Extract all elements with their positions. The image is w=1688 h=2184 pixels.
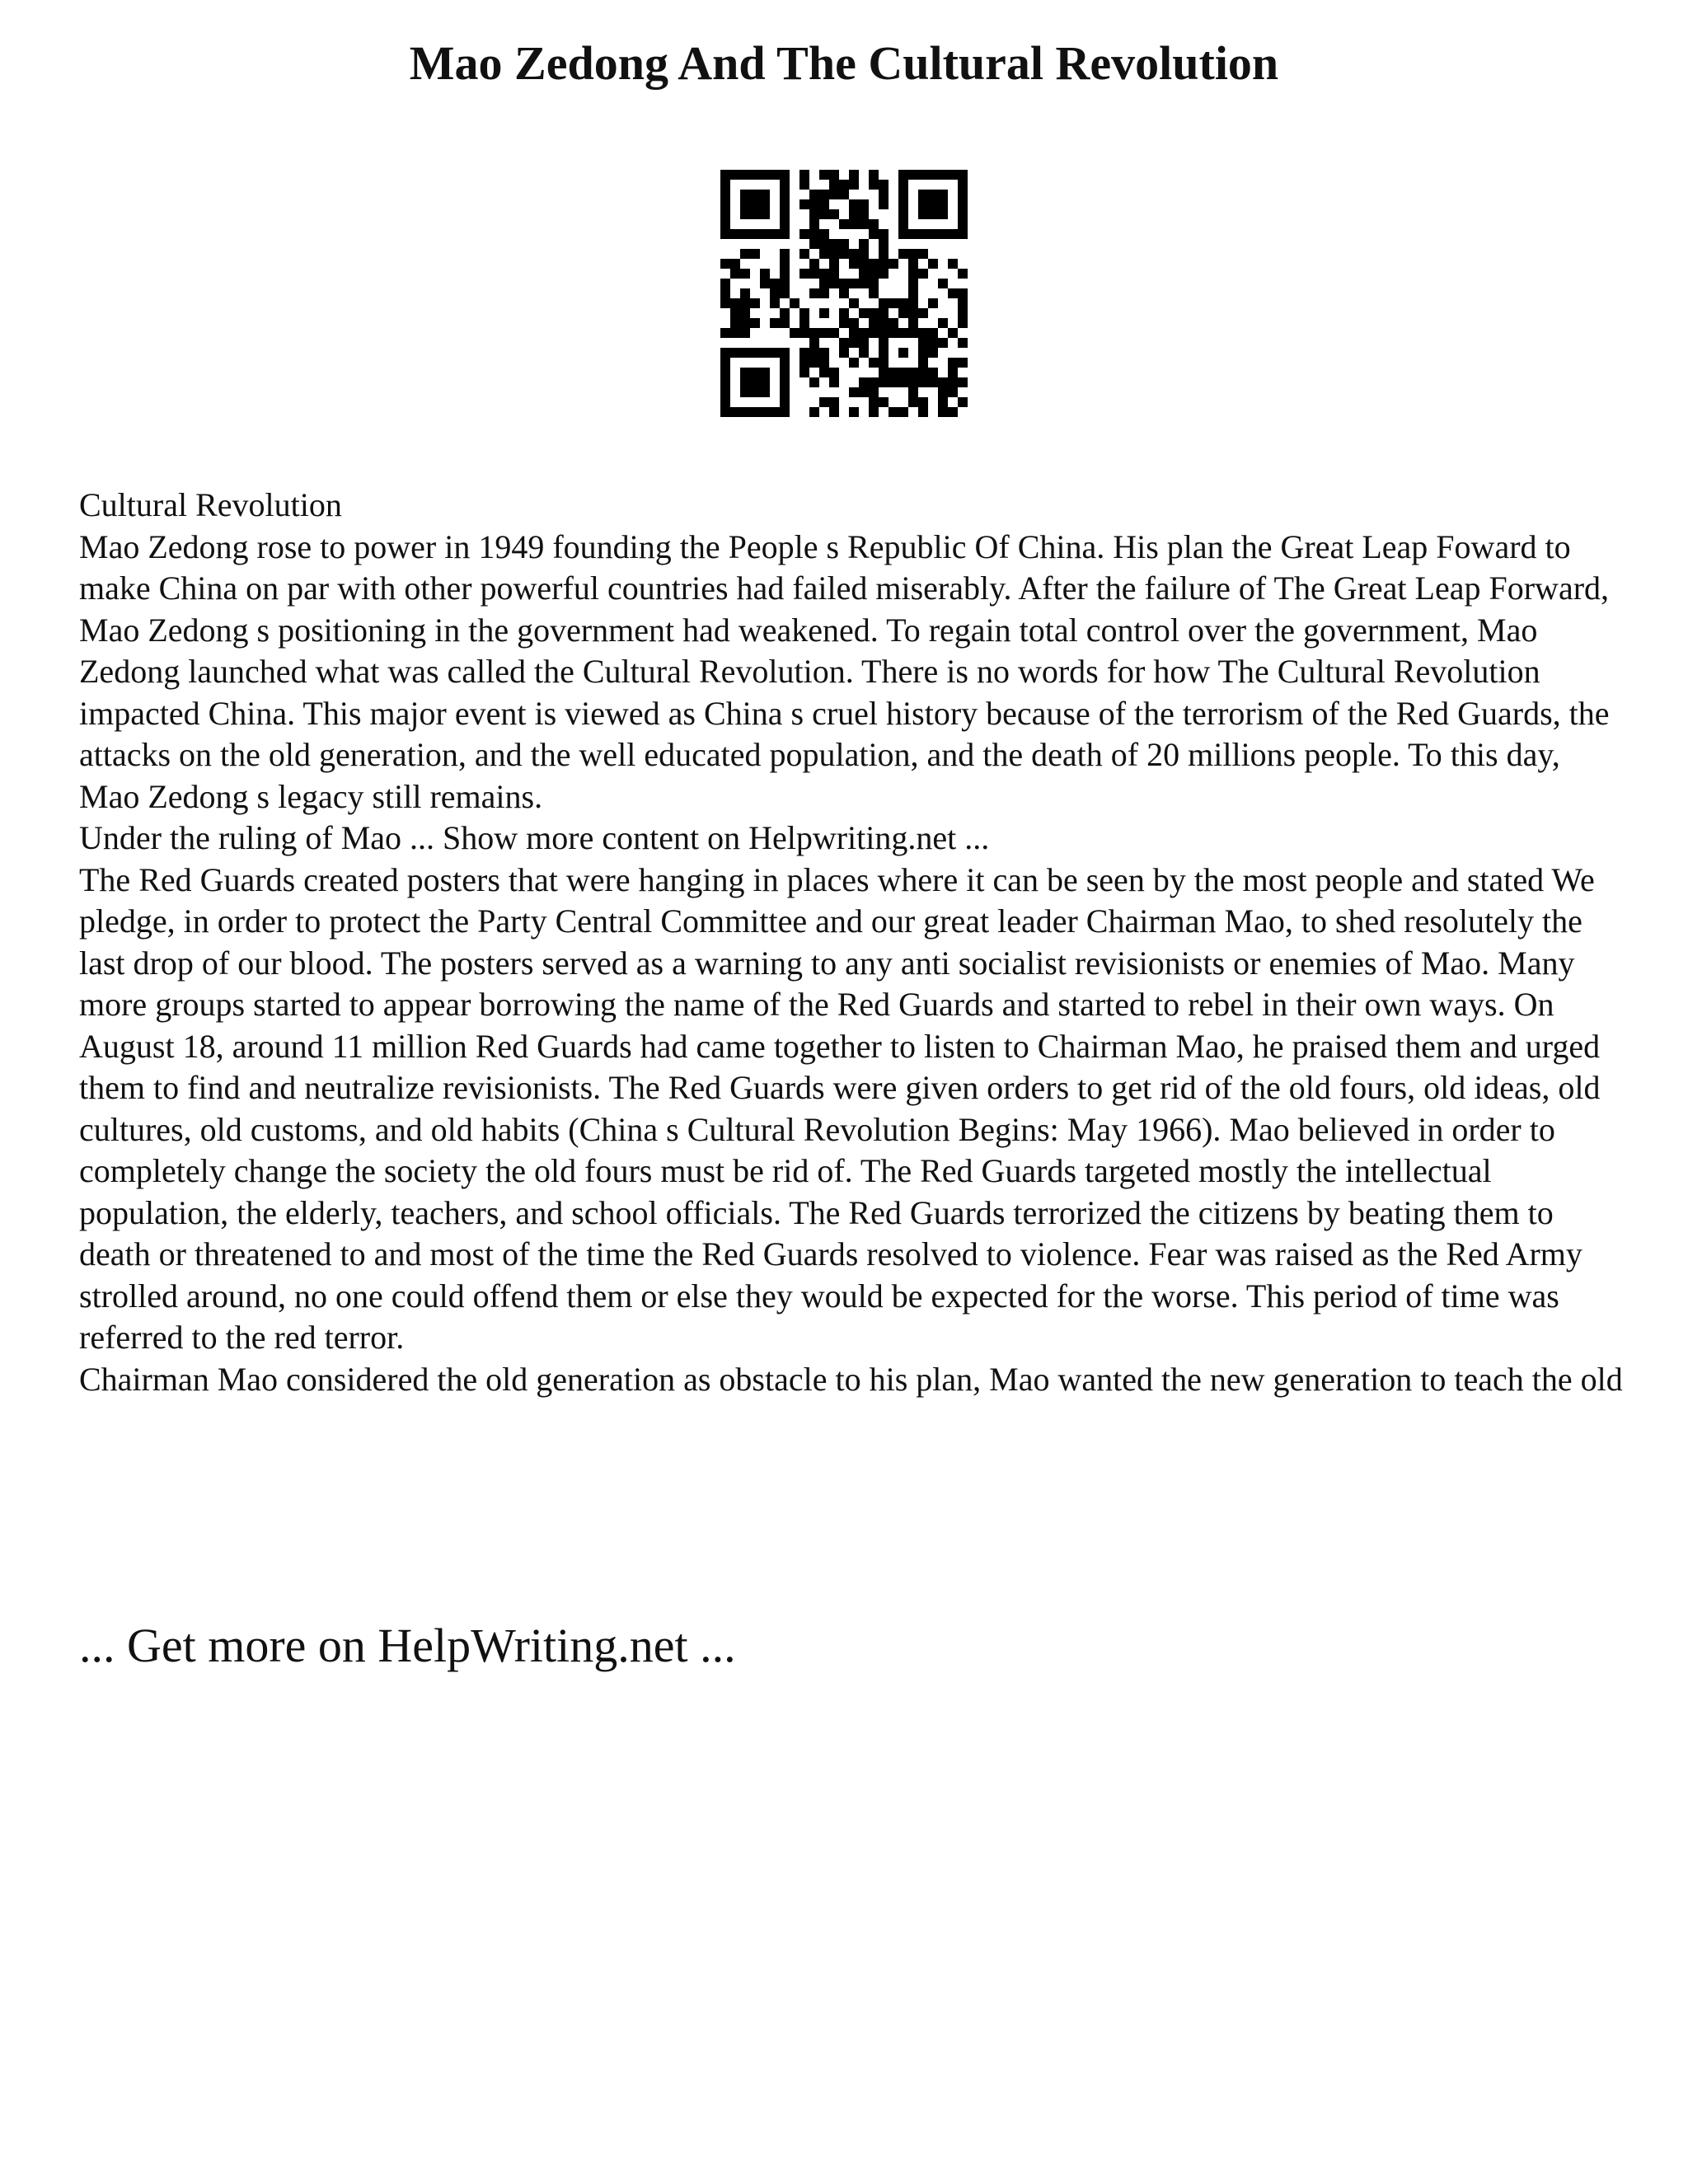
- get-more-link[interactable]: ... Get more on HelpWriting.net ...: [79, 1619, 736, 1672]
- article-body: [79, 485, 1629, 1400]
- show-more-link[interactable]: Under the ruling of Mao ... Show more content on Helpwriting.net ...: [79, 819, 990, 856]
- section-heading: Cultural Revolution: [79, 486, 342, 523]
- page-title: Mao Zedong And The Cultural Revolution: [409, 36, 1279, 90]
- paragraph: The Red Guards created posters that were hanging in places where it can be seen by the most people and stated We pledge, in order to protect the Party Central Committee and our great leader Chairman Mao, to shed resolutely the last drop of our blood. The posters served as a warning to any anti socialist revisionists or enemies of Mao. Many more groups started to appear borrowing the name of the Red Guards and started to rebel in their own ways. On August 18, around 11 million Red Guards had came together to listen to Chairman Mao, he praised them and urged them to find and neutralize revisionists. The Red Guards were given orders to get rid of the old fours, old ideas, old cultures, old customs, and old habits (China s Cultural Revolution Begins: May 1966). Mao believed in order to completely change the society the old fours must be rid of. The Red Guards targeted mostly the intellectual population, the elderly, teachers, and school officials. The Red Guards terrorized the citizens by beating them to death or threatened to and most of the time the Red Guards resolved to violence. Fear was raised as the Red Army strolled around, no one could offend them or else they would be expected for the worse. This period of time was referred to the red terror.: [79, 860, 1601, 1356]
- paragraph: Mao Zedong rose to power in 1949 founding the People s Republic Of China. His plan the Great Leap Foward to make China on par with other powerful countries had failed miserably. After the failure of The Great Leap Forward, Mao Zedong s positioning in the government had weakened. To regain total control over the government, Mao Zedong launched what was called the Cultural Revolution. There is no words for how The Cultural Revolution impacted China. This major event is viewed as China s cruel history because of the terrorism of the Red Guards, the attacks on the old generation, and the well educated population, and the death of 20 millions people. To this day, Mao Zedong s legacy still remains.: [79, 527, 1610, 815]
- qr-code-icon: [720, 170, 968, 417]
- paragraph: Chairman Mao considered the old generation as obstacle to his plan, Mao wanted the new generation to teach the old: [79, 1360, 1623, 1398]
